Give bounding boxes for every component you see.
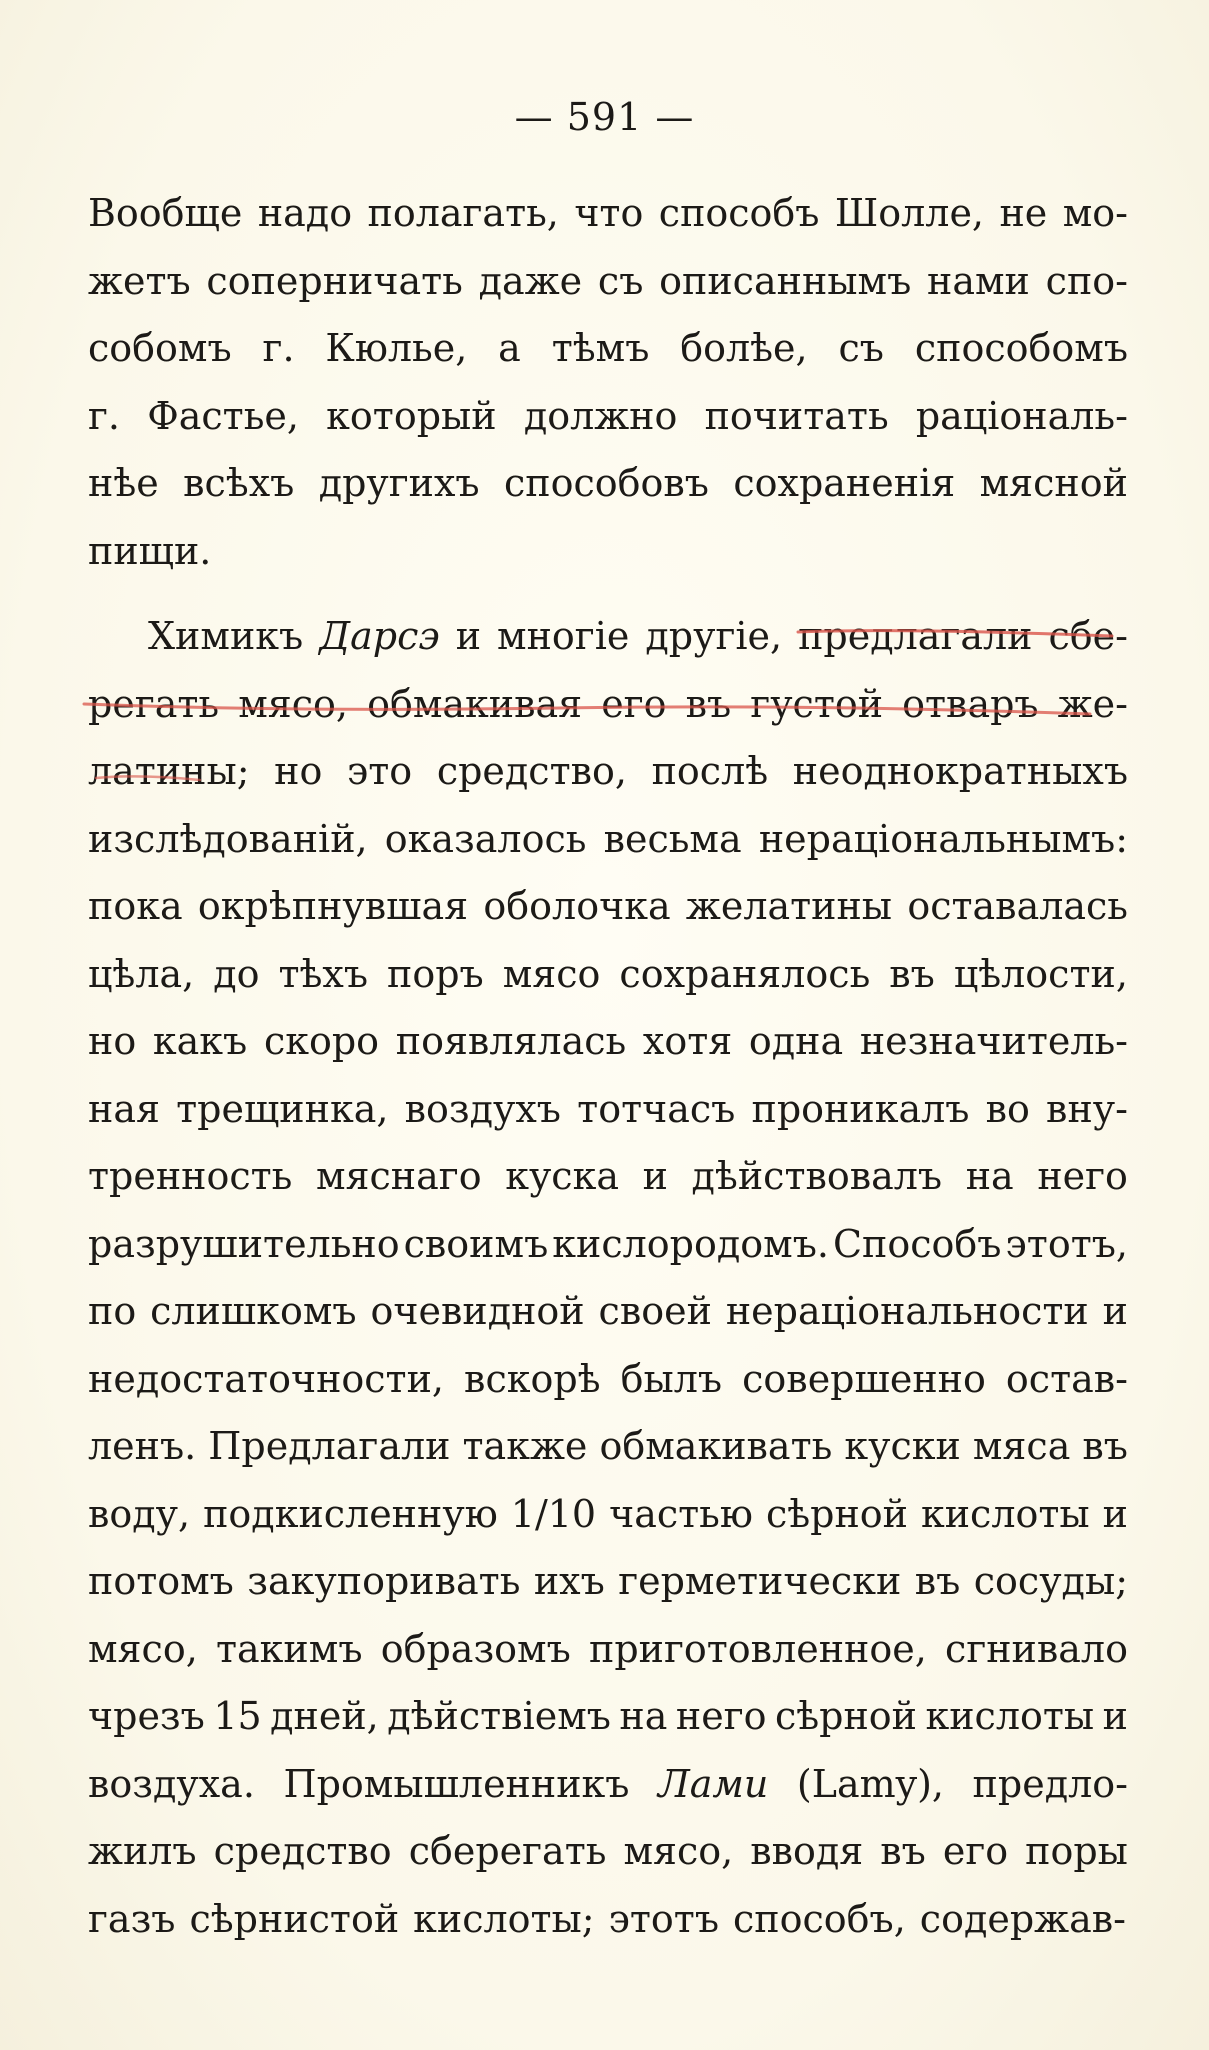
- page-number: — 591 —: [514, 95, 695, 139]
- text-line: [88, 1413, 1128, 1481]
- word: окрѣпнувшая: [197, 884, 469, 928]
- word: мясной: [979, 461, 1128, 505]
- word: всѣхъ: [183, 461, 295, 505]
- word: сѣрной: [774, 1694, 918, 1738]
- word: совершенно: [742, 1356, 986, 1401]
- word: мясо,: [238, 681, 348, 726]
- word: какъ: [152, 1019, 248, 1063]
- word: желатины: [685, 884, 893, 928]
- word: на: [965, 1154, 1014, 1198]
- word: Предлагали: [208, 1424, 451, 1468]
- body-text: [88, 180, 1128, 1953]
- text-line: [88, 1278, 1128, 1346]
- word: описаннымъ: [659, 258, 912, 303]
- word: густой: [750, 681, 884, 726]
- word: оболочка: [483, 884, 671, 928]
- word: соперничать: [206, 258, 463, 303]
- text-line: [88, 738, 1128, 806]
- word: тѣхъ: [278, 951, 369, 996]
- text-line: [88, 450, 1128, 518]
- word: пищи.: [88, 528, 212, 573]
- word: и: [1102, 1491, 1128, 1536]
- word: и: [455, 614, 482, 658]
- word: сбе-: [1048, 614, 1128, 658]
- word: мясо,: [623, 1829, 734, 1873]
- word: нераціональности: [725, 1289, 1089, 1333]
- word: по: [88, 1289, 137, 1333]
- text-line: [88, 1818, 1128, 1886]
- word: поры: [1025, 1829, 1128, 1873]
- word: предлагали: [798, 614, 1033, 658]
- word: приготовленное,: [589, 1626, 927, 1671]
- word: воздухъ: [404, 1086, 561, 1131]
- word: дѣйствіемъ: [387, 1694, 611, 1738]
- word: способъ,: [733, 1896, 906, 1941]
- word: ная: [88, 1086, 160, 1131]
- word: хотя: [642, 1019, 733, 1063]
- text-line: [88, 1346, 1128, 1414]
- word: куска: [505, 1154, 619, 1198]
- word: средство: [213, 1829, 392, 1873]
- word: мясо: [502, 951, 601, 996]
- word: который: [326, 393, 497, 438]
- word: почитать: [704, 393, 889, 438]
- text-line: [88, 315, 1128, 383]
- word: но: [88, 1019, 137, 1063]
- text-line: [88, 1616, 1128, 1684]
- word: мясо,: [88, 1626, 198, 1671]
- word: способомъ: [914, 326, 1128, 370]
- word: въ: [889, 951, 935, 996]
- word: трещинка,: [176, 1086, 389, 1131]
- word: чрезъ: [88, 1694, 205, 1738]
- word: куски: [844, 1424, 961, 1468]
- word: надо: [257, 191, 353, 235]
- word: Способъ: [832, 1221, 1002, 1266]
- word: весьма: [603, 816, 742, 861]
- word: сѣрнистой: [189, 1896, 400, 1941]
- word: закупоривать: [247, 1559, 521, 1603]
- word: тотчасъ: [577, 1086, 736, 1131]
- word: Вообще: [88, 191, 243, 235]
- word: въ: [685, 681, 732, 726]
- word: изслѣдованій,: [88, 816, 368, 861]
- word: его: [601, 681, 667, 726]
- word: нераціональнымъ:: [758, 816, 1128, 861]
- word: кислородомъ.: [552, 1221, 829, 1266]
- word: Лами: [658, 1761, 769, 1806]
- word: и: [1102, 1694, 1128, 1738]
- word: образомъ: [380, 1626, 571, 1671]
- word: этотъ: [608, 1896, 719, 1941]
- word: также: [462, 1424, 588, 1468]
- word: предло-: [972, 1761, 1128, 1806]
- word: воду,: [88, 1491, 191, 1536]
- word: дѣйствовалъ: [691, 1154, 943, 1198]
- word: во: [985, 1086, 1030, 1131]
- text-line: [88, 1481, 1128, 1549]
- word: оказалось: [384, 816, 587, 861]
- word: этотъ,: [1005, 1221, 1128, 1266]
- word: вводя: [750, 1829, 864, 1873]
- word: сохранялось: [619, 951, 871, 996]
- word: раціональ-: [915, 393, 1128, 438]
- word: Кюлье,: [325, 326, 468, 370]
- word: проникалъ: [751, 1086, 970, 1131]
- word: кислоты: [920, 1491, 1090, 1536]
- word: оставалась: [907, 884, 1128, 928]
- word: Химикъ: [148, 614, 304, 658]
- word: средство,: [436, 749, 627, 793]
- word: содержав-: [919, 1896, 1126, 1941]
- word: своей: [598, 1289, 712, 1333]
- word: въ: [880, 1829, 926, 1873]
- word: остав-: [1005, 1356, 1128, 1401]
- word: цѣлости,: [953, 951, 1128, 996]
- word: кислоты: [925, 1694, 1095, 1738]
- word: собомъ: [88, 326, 232, 370]
- word: другіе,: [645, 614, 783, 658]
- word: но: [274, 749, 323, 793]
- word: въ: [1082, 1424, 1128, 1468]
- word: до: [213, 951, 260, 996]
- word: болѣе,: [680, 326, 808, 370]
- word: ихъ: [533, 1559, 605, 1603]
- word: незначитель-: [859, 1019, 1128, 1063]
- word: его: [942, 1829, 1009, 1873]
- word: регать: [88, 681, 220, 726]
- word: это: [347, 749, 413, 793]
- word: обмакивать: [599, 1424, 833, 1468]
- text-line: [88, 603, 1128, 671]
- word: вскорѣ: [464, 1356, 601, 1401]
- word: полагать,: [367, 191, 559, 235]
- text-line: [88, 941, 1128, 1009]
- word: а: [498, 326, 521, 370]
- text-line: [88, 1008, 1128, 1076]
- word: сѣрной: [765, 1491, 908, 1536]
- word: на: [619, 1694, 668, 1738]
- text-line: [88, 518, 1128, 586]
- word: 15: [213, 1694, 262, 1738]
- word: съ: [597, 258, 644, 303]
- word: тренность: [88, 1154, 293, 1198]
- word: газъ: [88, 1896, 176, 1941]
- text-line: [88, 248, 1128, 316]
- word: былъ: [620, 1356, 723, 1401]
- word: своимъ: [403, 1221, 549, 1266]
- text-line: [88, 671, 1128, 739]
- word: другихъ: [318, 461, 480, 505]
- word: мяснаго: [315, 1154, 482, 1198]
- word: герметически: [618, 1559, 902, 1603]
- text-line: [88, 1211, 1128, 1279]
- word: послѣ: [651, 749, 769, 793]
- word: спо-: [1045, 258, 1128, 303]
- word: нѣе: [88, 461, 159, 505]
- word: что: [574, 191, 644, 235]
- word: цѣла,: [88, 951, 195, 996]
- word: въ: [914, 1559, 961, 1603]
- text-line: [88, 180, 1128, 248]
- text-line: [88, 1751, 1128, 1819]
- word: жилъ: [88, 1829, 197, 1873]
- word: Дарсэ: [319, 614, 440, 658]
- word: нами: [927, 258, 1030, 303]
- word: кислоты;: [413, 1896, 595, 1941]
- word: же-: [1057, 681, 1128, 726]
- text-line: [88, 1683, 1128, 1751]
- word: неоднократныхъ: [792, 749, 1128, 793]
- word: г.: [262, 326, 295, 370]
- word: разрушительно: [88, 1221, 400, 1266]
- word: ленъ.: [88, 1424, 197, 1468]
- word: него: [675, 1694, 767, 1738]
- word: одна: [748, 1019, 844, 1063]
- word: (Lamy),: [796, 1761, 945, 1806]
- word: сберегать: [408, 1829, 607, 1873]
- word: сгнивало: [945, 1626, 1128, 1671]
- word: Шолле,: [834, 191, 985, 235]
- word: тѣмъ: [551, 326, 650, 370]
- word: пока: [88, 884, 183, 928]
- word: съ: [838, 326, 884, 370]
- word: Промышленникъ: [283, 1761, 630, 1806]
- word: недостаточности,: [88, 1356, 444, 1401]
- word: г.: [88, 393, 120, 438]
- word: вну-: [1046, 1086, 1128, 1131]
- text-line: [88, 806, 1128, 874]
- word: мо-: [1062, 191, 1128, 235]
- word: сохраненія: [733, 461, 956, 505]
- word: дней,: [270, 1694, 379, 1738]
- word: подкисленную: [203, 1491, 498, 1536]
- word: скоро: [263, 1019, 380, 1063]
- word: и: [1102, 1289, 1128, 1333]
- word: слишкомъ: [150, 1289, 357, 1333]
- word: него: [1037, 1154, 1128, 1198]
- word: должно: [523, 393, 678, 438]
- word: многіе: [497, 614, 630, 658]
- text-line: [88, 1143, 1128, 1211]
- paragraph-spacer: [88, 585, 1128, 603]
- word: Фастье,: [147, 393, 299, 438]
- word: способъ: [658, 191, 820, 235]
- word: мяса: [972, 1424, 1071, 1468]
- word: жетъ: [88, 258, 191, 303]
- word: поръ: [387, 951, 484, 996]
- word: латины;: [88, 749, 250, 793]
- word: очевидной: [370, 1289, 585, 1333]
- text-line: [88, 1076, 1128, 1144]
- word: 1/10: [510, 1491, 597, 1536]
- text-line: [88, 873, 1128, 941]
- word: обмакивая: [367, 681, 583, 726]
- word: воздуха.: [88, 1761, 255, 1806]
- word: не: [999, 191, 1048, 235]
- word: и: [642, 1154, 668, 1198]
- word: даже: [478, 258, 583, 303]
- text-line: [88, 1886, 1128, 1954]
- word: частью: [609, 1491, 753, 1536]
- word: сосуды;: [973, 1559, 1128, 1603]
- text-line: [88, 1548, 1128, 1616]
- word: такимъ: [216, 1626, 363, 1671]
- text-line: [88, 383, 1128, 451]
- word: появлялась: [395, 1019, 627, 1063]
- word: способовъ: [504, 461, 709, 505]
- word: отваръ: [902, 681, 1039, 726]
- word: потомъ: [88, 1559, 234, 1603]
